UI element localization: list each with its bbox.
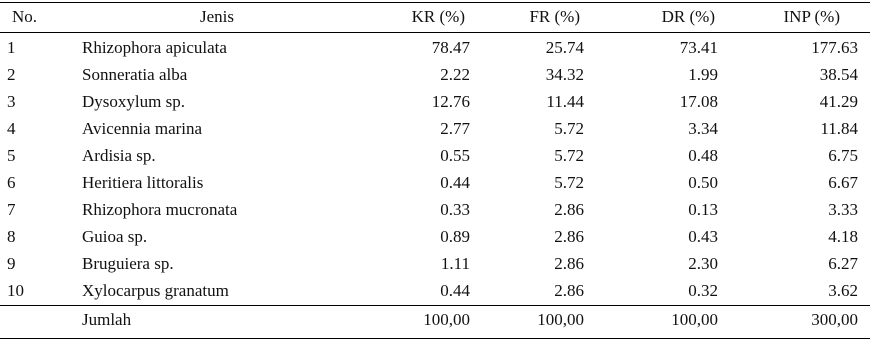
- cell-inp: 177.63: [811, 38, 858, 57]
- cell-no: 3: [7, 92, 16, 111]
- cell-jenis: Xylocarpus granatum: [82, 281, 229, 300]
- cell-fr: 5.72: [554, 119, 584, 138]
- cell-dr: 1.99: [688, 65, 718, 84]
- cell-fr: 2.86: [554, 200, 584, 219]
- cell-jenis: Guioa sp.: [82, 227, 148, 246]
- cell-jenis: Sonneratia alba: [82, 65, 188, 84]
- header-inp: INP (%): [783, 7, 840, 26]
- header-kr: KR (%): [411, 7, 465, 26]
- cell-dr: 0.13: [688, 200, 718, 219]
- header-no: No.: [12, 7, 38, 26]
- cell-dr: 0.43: [688, 227, 718, 246]
- cell-fr: 2.86: [554, 227, 584, 246]
- table-row: [0, 89, 870, 115]
- cell-inp: 6.67: [828, 173, 858, 192]
- table-row: [0, 143, 870, 169]
- cell-fr: 5.72: [554, 173, 584, 192]
- cell-fr: 11.44: [546, 92, 584, 111]
- table-header-row: [0, 4, 870, 30]
- table-bottom-rule: [0, 338, 870, 339]
- cell-kr: 78.47: [431, 38, 470, 57]
- cell-kr: 0.33: [440, 200, 470, 219]
- cell-fr: 25.74: [545, 38, 584, 57]
- cell-jenis: Ardisia sp.: [82, 146, 156, 165]
- cell-no: 6: [7, 173, 16, 192]
- cell-inp: 6.75: [828, 146, 858, 165]
- header-jenis: Jenis: [200, 7, 234, 26]
- cell-fr: 34.32: [545, 65, 584, 84]
- cell-no: 8: [7, 227, 16, 246]
- cell-jenis: Bruguiera sp.: [82, 254, 174, 273]
- cell-fr: 2.86: [554, 254, 584, 273]
- cell-kr: 0.44: [440, 173, 470, 192]
- cell-jenis: Avicennia marina: [82, 119, 203, 138]
- cell-kr: 12.76: [431, 92, 470, 111]
- cell-kr: 0.44: [440, 281, 470, 300]
- cell-no: 2: [7, 65, 16, 84]
- cell-inp: 6.27: [828, 254, 858, 273]
- cell-jenis: Dysoxylum sp.: [82, 92, 185, 111]
- total-inp: 300,00: [811, 310, 858, 329]
- cell-jenis: Rhizophora apiculata: [82, 38, 227, 57]
- cell-no: 4: [7, 119, 16, 138]
- table-top-rule: [0, 2, 870, 3]
- cell-jenis: Rhizophora mucronata: [82, 200, 238, 219]
- table-row: [0, 197, 870, 223]
- table-header-rule: [0, 32, 870, 33]
- cell-dr: 0.48: [688, 146, 718, 165]
- cell-inp: 4.18: [828, 227, 858, 246]
- cell-no: 7: [7, 200, 16, 219]
- cell-fr: 2.86: [554, 281, 584, 300]
- cell-dr: 0.32: [688, 281, 718, 300]
- table-row: [0, 251, 870, 277]
- cell-jenis: Heritiera littoralis: [82, 173, 204, 192]
- cell-kr: 0.89: [440, 227, 470, 246]
- table-row: [0, 224, 870, 250]
- cell-no: 10: [7, 281, 24, 300]
- cell-inp: 11.84: [820, 119, 858, 138]
- cell-inp: 38.54: [819, 65, 858, 84]
- table-row: [0, 170, 870, 196]
- cell-inp: 41.29: [819, 92, 858, 111]
- cell-fr: 5.72: [554, 146, 584, 165]
- total-dr: 100,00: [671, 310, 718, 329]
- cell-dr: 2.30: [688, 254, 718, 273]
- total-fr: 100,00: [537, 310, 584, 329]
- cell-inp: 3.62: [828, 281, 858, 300]
- cell-kr: 1.11: [440, 254, 470, 273]
- cell-kr: 0.55: [440, 146, 470, 165]
- cell-dr: 0.50: [688, 173, 718, 192]
- table-row: [0, 116, 870, 142]
- cell-dr: 73.41: [679, 38, 718, 57]
- cell-no: 5: [7, 146, 16, 165]
- total-kr: 100,00: [423, 310, 470, 329]
- table-row: [0, 35, 870, 61]
- header-fr: FR (%): [529, 7, 580, 26]
- cell-inp: 3.33: [828, 200, 858, 219]
- cell-no: 1: [7, 38, 16, 57]
- cell-dr: 3.34: [688, 119, 718, 138]
- cell-dr: 17.08: [679, 92, 718, 111]
- cell-no: 9: [7, 254, 16, 273]
- header-dr: DR (%): [661, 7, 715, 26]
- table-total-rule: [0, 305, 870, 306]
- table-row: [0, 62, 870, 88]
- total-label: Jumlah: [82, 310, 132, 329]
- cell-kr: 2.77: [440, 119, 470, 138]
- table-row: [0, 278, 870, 304]
- table-total-row: [0, 307, 870, 333]
- cell-kr: 2.22: [440, 65, 470, 84]
